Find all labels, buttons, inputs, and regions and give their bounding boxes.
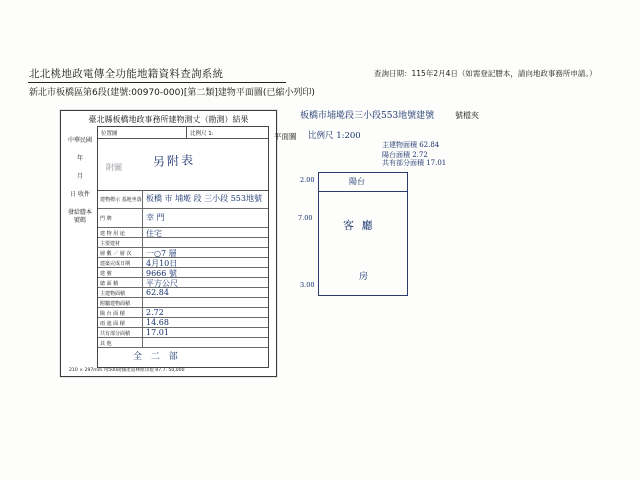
row-label: 其 他 [100, 340, 112, 347]
row-divider [142, 248, 143, 257]
position-map-label: 位置圖 [101, 131, 118, 137]
row-label: 門 牌 [100, 216, 112, 222]
scale-label: 比例尺 1: [190, 131, 214, 137]
row-value: 住宅 [146, 229, 162, 238]
floor-plan-sketch [318, 172, 408, 296]
title-underline [28, 82, 286, 83]
row-label: 共有部分面積 [100, 330, 131, 337]
form-title: 臺北縣板橋地政事務所建物測丈（勘測）結果 [88, 115, 249, 124]
row-divider [142, 328, 143, 337]
row-label: 建築完成日期 [100, 260, 131, 267]
row-divider [142, 308, 143, 317]
plan-label: 平面圖 [274, 132, 297, 141]
row-divider [142, 209, 143, 227]
margin-label-1: 年 [76, 155, 83, 163]
total-label: 全 二 部 [133, 352, 181, 362]
row-value: 平方公尺 [146, 279, 178, 288]
row-divider [142, 318, 143, 327]
plan-room-bedroom: 房 [359, 272, 369, 282]
header-divider [186, 127, 187, 138]
row-divider [142, 278, 143, 287]
table-row [98, 209, 268, 228]
row-label: 雨 遮 面 積 [100, 320, 125, 327]
row-divider [142, 190, 143, 208]
row-divider [142, 258, 143, 267]
table-row [98, 278, 268, 288]
margin-label-2: 月 [76, 173, 83, 181]
handwritten-note: 另附表 [152, 152, 196, 170]
file-label: 號檔夾 [455, 111, 479, 120]
plan-room-living: 客 廳 [343, 219, 375, 232]
margin-label-3: 日 收件 [70, 191, 90, 199]
form-rows [98, 190, 268, 367]
office-line: 新北市板橋區第6段(建號:00970-000)[第二類]建物平面圖(已縮小列印) [29, 88, 315, 98]
table-row [98, 190, 268, 209]
plan-dimension-top: 2.00 [300, 176, 315, 184]
row-label: 建 物 用 途 [100, 230, 125, 237]
row-divider [142, 268, 143, 277]
query-date: 查詢日期：115年2月4日（如需登記謄本，請向地政事務所申請。） [374, 69, 597, 78]
right-heading: 板橋市埔墘段三小段553地號建號 [300, 111, 435, 121]
row-label: 主要建材 [100, 240, 121, 247]
row-label: 建 號 [100, 270, 112, 277]
row-value: 62.84 [146, 288, 169, 297]
table-row [98, 258, 268, 268]
table-row [98, 238, 268, 248]
note-line-2: 陽台面積 2.72 [382, 151, 428, 159]
form-inner-table [97, 126, 269, 368]
table-row [98, 268, 268, 278]
note-line-1: 主建物面積 62.84 [382, 141, 440, 149]
form-footnote: 210 × 297mm 用500磅國產道林紙印製 87.7. 50,000 [69, 368, 185, 373]
plan-dimension-bottom: 3.00 [300, 281, 315, 289]
margin-label-4: 發給謄本號碼 [67, 209, 92, 225]
row-label: 層 數 ／ 層 次 [100, 250, 132, 257]
note-line-3: 共有部分面積 17.01 [382, 159, 447, 167]
row-value: 一○7 層 [146, 249, 177, 258]
page-title: 北北桃地政電傳全功能地籍資料查詢系統 [29, 68, 224, 80]
measurement-form [60, 110, 277, 377]
table-row [98, 338, 268, 348]
form-left-margin [67, 137, 93, 236]
row-label: 總 面 積 [100, 280, 119, 287]
row-divider [142, 338, 143, 347]
row-value: 4月10日 [146, 259, 178, 268]
sketch-area [98, 138, 268, 191]
row-label: 附屬建物面積 [100, 300, 131, 307]
handwritten-faint-note: 附圖 [106, 163, 122, 172]
row-value: 板橋 市 埔墘 段 三小段 553地號 [146, 194, 262, 203]
row-label: 主建物面積 [100, 290, 126, 297]
row-value: 幸 門 [146, 213, 165, 222]
row-divider [142, 298, 143, 307]
row-divider [142, 288, 143, 297]
table-row [98, 288, 268, 298]
row-value: 14.68 [146, 318, 169, 327]
row-divider [142, 228, 143, 237]
plan-divider [319, 191, 407, 192]
plan-dimension-mid: 7.00 [298, 214, 313, 222]
row-value: 9666 號 [146, 269, 177, 278]
table-row [98, 248, 268, 258]
row-label: 建物標示 基地坐落 [100, 197, 142, 203]
table-row [98, 318, 268, 328]
plan-room-balcony: 陽台 [349, 177, 365, 186]
scale-note: 比例尺 1:200 [308, 131, 361, 141]
table-row [98, 228, 268, 238]
table-row [98, 308, 268, 318]
row-value: 2.72 [146, 308, 164, 317]
row-divider [142, 238, 143, 247]
row-value: 17.01 [146, 328, 169, 337]
table-row [98, 328, 268, 338]
row-label: 陽 台 面 積 [100, 310, 125, 317]
margin-label-0: 中華民國 [67, 137, 92, 144]
table-row [98, 298, 268, 308]
